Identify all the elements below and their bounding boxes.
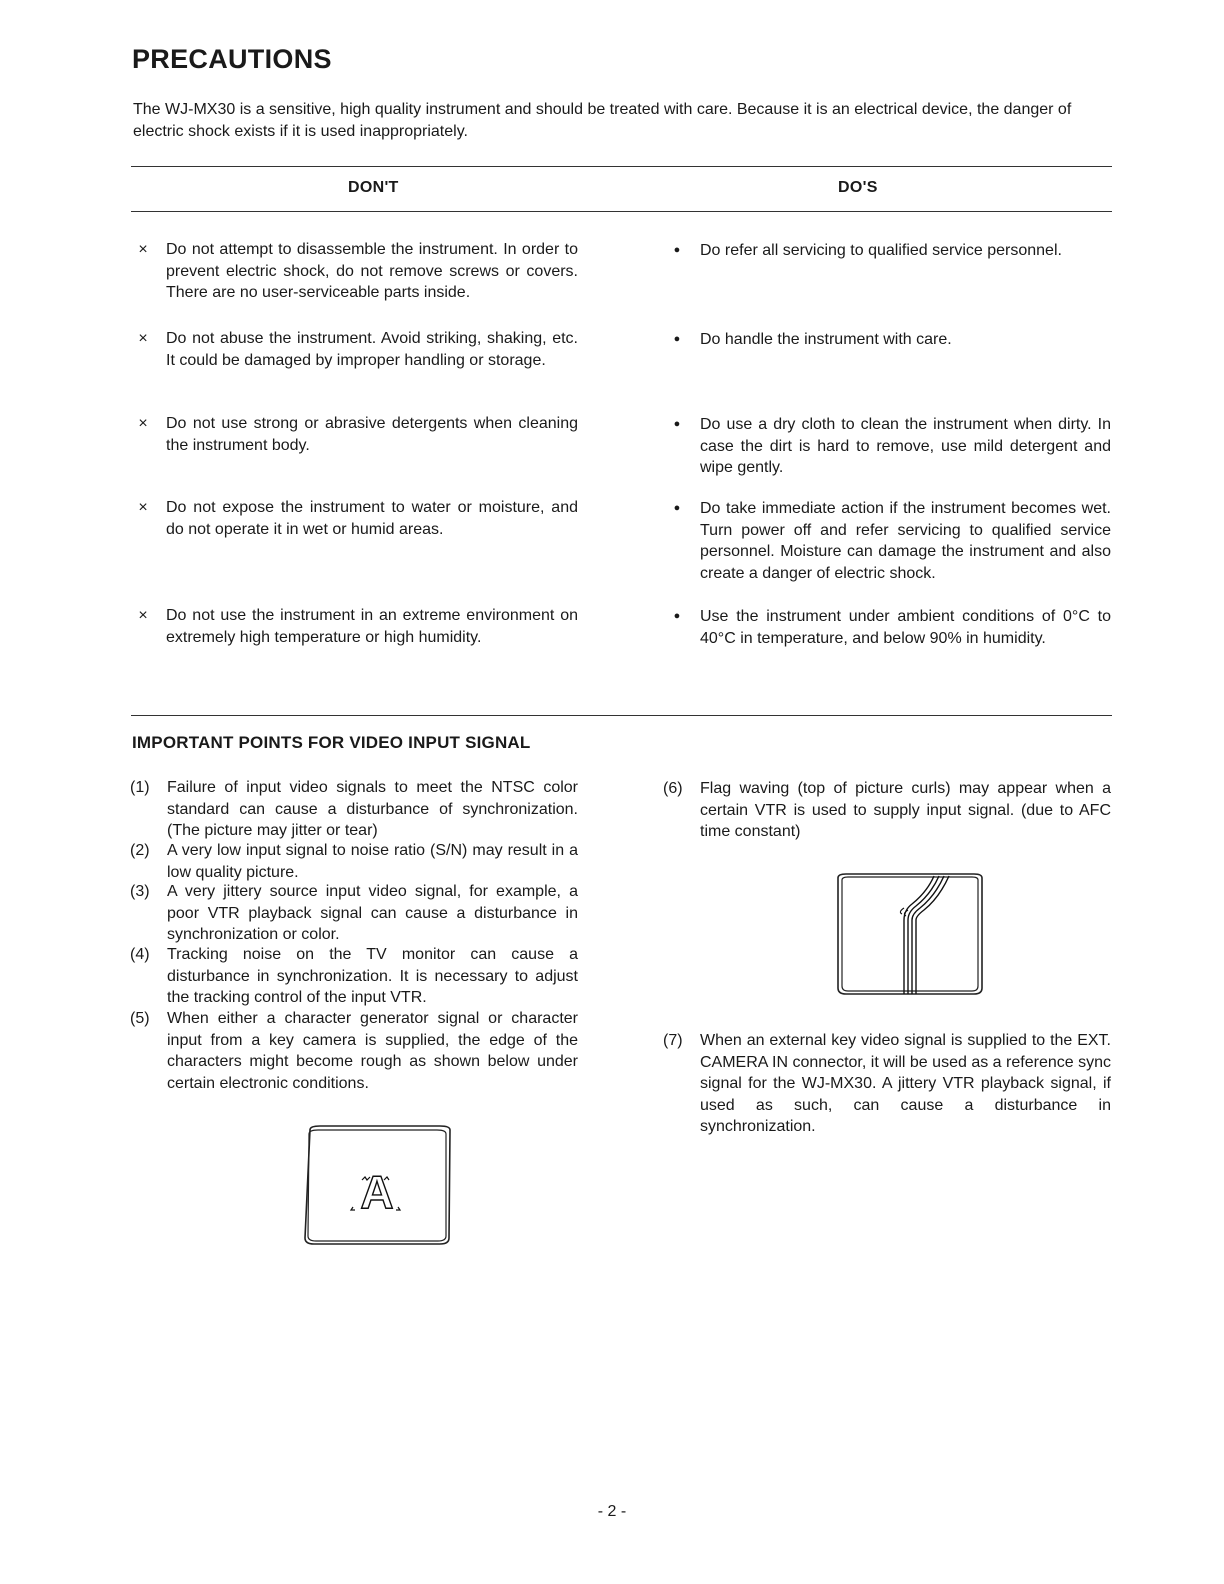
- bullet-icon: ●: [673, 418, 681, 430]
- dont-item: × Do not use strong or abrasive detergents when cleaning the instrument body.: [166, 413, 578, 456]
- dont-item: × Do not attempt to disassemble the instrument. In order to prevent electric shock, do not remove screws or covers. There are no user-serviceable parts inside.: [166, 239, 578, 304]
- cross-icon: ×: [138, 415, 148, 432]
- dos-heading: DO'S: [838, 179, 878, 196]
- bullet-icon: ●: [673, 610, 681, 622]
- do-item: ● Do take immediate action if the instrument becomes wet. Turn power off and refer servicing to qualified service personnel. Moisture can damage the instrument and also create a danger of electric shock.: [700, 498, 1111, 584]
- section-title: IMPORTANT POINTS FOR VIDEO INPUT SIGNAL: [132, 733, 531, 752]
- bullet-icon: ●: [673, 333, 681, 345]
- list-item: (1) Failure of input video signals to meet the NTSC color standard can cause a disturbance of synchronization. (The picture may jitter or tear): [130, 779, 578, 839]
- list-item: (3) A very jittery source input video signal, for example, a poor VTR playback signal can cause a disturbance in synchronization or color.: [130, 883, 578, 943]
- table-header-rule: [131, 211, 1112, 212]
- rough-character-figure: [300, 1122, 454, 1248]
- list-item: (4) Tracking noise on the TV monitor can cause a disturbance in synchronization. It is necessary to adjust the tracking control of the input VTR.: [130, 946, 578, 1006]
- do-item: ● Do handle the instrument with care.: [700, 329, 1111, 351]
- dont-heading: DON'T: [348, 179, 399, 196]
- cross-icon: ×: [138, 499, 148, 516]
- cross-icon: ×: [138, 241, 148, 258]
- list-item: (7) When an external key video signal is supplied to the EXT. CAMERA IN connector, it will be used as a reference sync signal for the WJ-MX30. A jittery VTR playback signal, if used as such, can cause a disturbance in synchronization.: [663, 1032, 1111, 1135]
- page-number: - 2 -: [597, 1503, 627, 1520]
- flag-waving-figure: [832, 870, 988, 998]
- do-item: ● Use the instrument under ambient conditions of 0°C to 40°C in temperature, and below 90% in humidity.: [700, 606, 1111, 649]
- page-title: PRECAUTIONS: [132, 44, 332, 74]
- section-rule: [131, 715, 1112, 716]
- do-item: ● Do use a dry cloth to clean the instrument when dirty. In case the dirt is hard to remove, use mild detergent and wipe gently.: [700, 414, 1111, 479]
- rough-letter: A: [360, 1166, 394, 1218]
- dont-item: × Do not abuse the instrument. Avoid striking, shaking, etc. It could be damaged by improper handling or storage.: [166, 328, 578, 371]
- table-top-rule: [131, 166, 1112, 167]
- bullet-icon: ●: [673, 244, 681, 256]
- list-item: (6) Flag waving (top of picture curls) may appear when a certain VTR is used to supply input signal. (due to AFC time constant): [663, 780, 1111, 840]
- cross-icon: ×: [138, 607, 148, 624]
- cross-icon: ×: [138, 330, 148, 347]
- bullet-icon: ●: [673, 502, 681, 514]
- list-item: (2) A very low input signal to noise ratio (S/N) may result in a low quality picture.: [130, 842, 578, 881]
- do-item: ● Do refer all servicing to qualified service personnel.: [700, 240, 1111, 262]
- intro-paragraph: The WJ-MX30 is a sensitive, high quality instrument and should be treated with care. Because it is an electrical device, the danger of electric shock exists if it is used inappropriately.: [133, 101, 1072, 140]
- dont-item: × Do not use the instrument in an extreme environment on extremely high temperature or high humidity.: [166, 605, 578, 648]
- dont-item: × Do not expose the instrument to water or moisture, and do not operate it in wet or humid areas.: [166, 497, 578, 540]
- list-item: (5) When either a character generator signal or character input from a key camera is supplied, the edge of the characters might become rough as shown below under certain electronic conditions.: [130, 1010, 578, 1092]
